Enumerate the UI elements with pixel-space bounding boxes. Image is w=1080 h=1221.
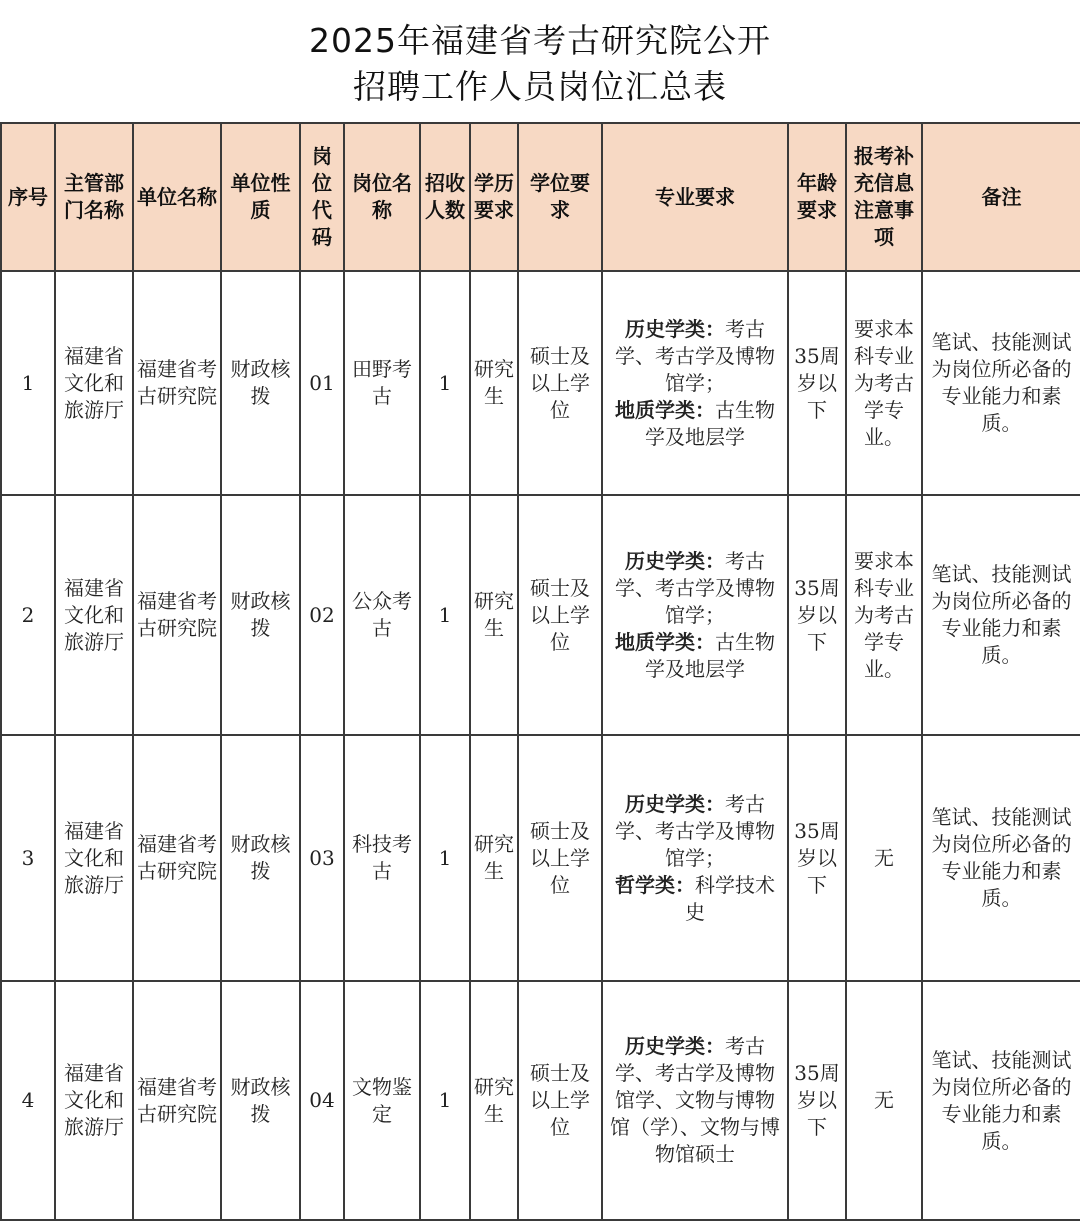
document-title	[0, 0, 1080, 122]
cell-unit: 福建省考古研究院	[133, 271, 221, 495]
cell-info: 要求本科专业为考古学专业。	[846, 271, 922, 495]
cell-seq: 2	[1, 495, 55, 735]
major-category: 历史学类：	[625, 791, 725, 816]
cell-major	[602, 735, 788, 981]
cell-edu: 研究生	[470, 735, 518, 981]
cell-info: 要求本科专业为考古学专业。	[846, 495, 922, 735]
cell-count: 1	[420, 495, 470, 735]
header-code: 岗位代码	[300, 123, 344, 271]
major-category: 历史学类：	[625, 548, 725, 573]
cell-post: 公众考古	[344, 495, 420, 735]
cell-remark: 笔试、技能测试为岗位所必备的专业能力和素质。	[922, 495, 1080, 735]
major-detail: 古生物学及地层学	[645, 629, 775, 681]
cell-age: 35周岁以下	[788, 495, 846, 735]
cell-edu: 研究生	[470, 271, 518, 495]
cell-edu: 研究生	[470, 981, 518, 1220]
header-unit: 单位名称	[133, 123, 221, 271]
cell-info: 无	[846, 735, 922, 981]
header-remark: 备注	[922, 123, 1080, 271]
header-edu: 学历要求	[470, 123, 518, 271]
cell-dept: 福建省文化和旅游厅	[55, 271, 133, 495]
cell-unit: 福建省考古研究院	[133, 495, 221, 735]
major-category: 地质学类：	[615, 629, 715, 654]
cell-remark: 笔试、技能测试为岗位所必备的专业能力和素质。	[922, 271, 1080, 495]
header-nature: 单位性质	[221, 123, 300, 271]
major-detail: 考古学、考古学及博物馆学、文物与博物馆（学）、文物与博物馆硕士	[610, 1034, 780, 1166]
cell-dept: 福建省文化和旅游厅	[55, 495, 133, 735]
cell-nature: 财政核拨	[221, 495, 300, 735]
cell-major	[602, 495, 788, 735]
cell-remark: 笔试、技能测试为岗位所必备的专业能力和素质。	[922, 735, 1080, 981]
header-major: 专业要求	[602, 123, 788, 271]
cell-age: 35周岁以下	[788, 271, 846, 495]
cell-remark: 笔试、技能测试为岗位所必备的专业能力和素质。	[922, 981, 1080, 1220]
cell-age: 35周岁以下	[788, 981, 846, 1220]
major-category: 历史学类：	[625, 316, 725, 341]
cell-count: 1	[420, 735, 470, 981]
cell-code: 01	[300, 271, 344, 495]
cell-unit: 福建省考古研究院	[133, 981, 221, 1220]
cell-degree: 硕士及以上学位	[518, 981, 602, 1220]
header-dept: 主管部门名称	[55, 123, 133, 271]
major-detail: 考古学、考古学及博物馆学；	[615, 316, 775, 395]
header-post: 岗位名称	[344, 123, 420, 271]
cell-info: 无	[846, 981, 922, 1220]
header-info: 报考补充信息注意事项	[846, 123, 922, 271]
cell-age: 35周岁以下	[788, 735, 846, 981]
table-row	[1, 981, 1080, 1220]
cell-unit: 福建省考古研究院	[133, 735, 221, 981]
cell-nature: 财政核拨	[221, 981, 300, 1220]
cell-degree: 硕士及以上学位	[518, 495, 602, 735]
major-detail: 考古学、考古学及博物馆学；	[615, 548, 775, 627]
cell-count: 1	[420, 271, 470, 495]
cell-major	[602, 981, 788, 1220]
cell-code: 03	[300, 735, 344, 981]
cell-post: 田野考古	[344, 271, 420, 495]
major-category: 地质学类：	[615, 397, 715, 422]
cell-post: 文物鉴定	[344, 981, 420, 1220]
header-age: 年龄要求	[788, 123, 846, 271]
cell-seq: 3	[1, 735, 55, 981]
recruitment-table	[0, 122, 1080, 1221]
title-line-2: 招聘工作人员岗位汇总表	[353, 67, 727, 106]
table-row	[1, 495, 1080, 735]
cell-major	[602, 271, 788, 495]
table-row	[1, 735, 1080, 981]
major-detail: 科学技术史	[685, 872, 775, 924]
cell-nature: 财政核拨	[221, 271, 300, 495]
header-count: 招收人数	[420, 123, 470, 271]
cell-edu: 研究生	[470, 495, 518, 735]
cell-degree: 硕士及以上学位	[518, 271, 602, 495]
cell-code: 04	[300, 981, 344, 1220]
cell-post: 科技考古	[344, 735, 420, 981]
cell-dept: 福建省文化和旅游厅	[55, 735, 133, 981]
cell-seq: 4	[1, 981, 55, 1220]
cell-code: 02	[300, 495, 344, 735]
title-line-1: 2025年福建省考古研究院公开	[309, 21, 771, 60]
major-category: 历史学类：	[625, 1034, 725, 1058]
cell-count: 1	[420, 981, 470, 1220]
header-seq: 序号	[1, 123, 55, 271]
header-row	[1, 123, 1080, 271]
cell-dept: 福建省文化和旅游厅	[55, 981, 133, 1220]
header-degree: 学位要求	[518, 123, 602, 271]
cell-seq: 1	[1, 271, 55, 495]
major-detail: 考古学、考古学及博物馆学；	[615, 791, 775, 870]
major-category: 哲学类：	[615, 872, 695, 897]
cell-nature: 财政核拨	[221, 735, 300, 981]
major-detail: 古生物学及地层学	[645, 397, 775, 449]
cell-degree: 硕士及以上学位	[518, 735, 602, 981]
table-row	[1, 271, 1080, 495]
